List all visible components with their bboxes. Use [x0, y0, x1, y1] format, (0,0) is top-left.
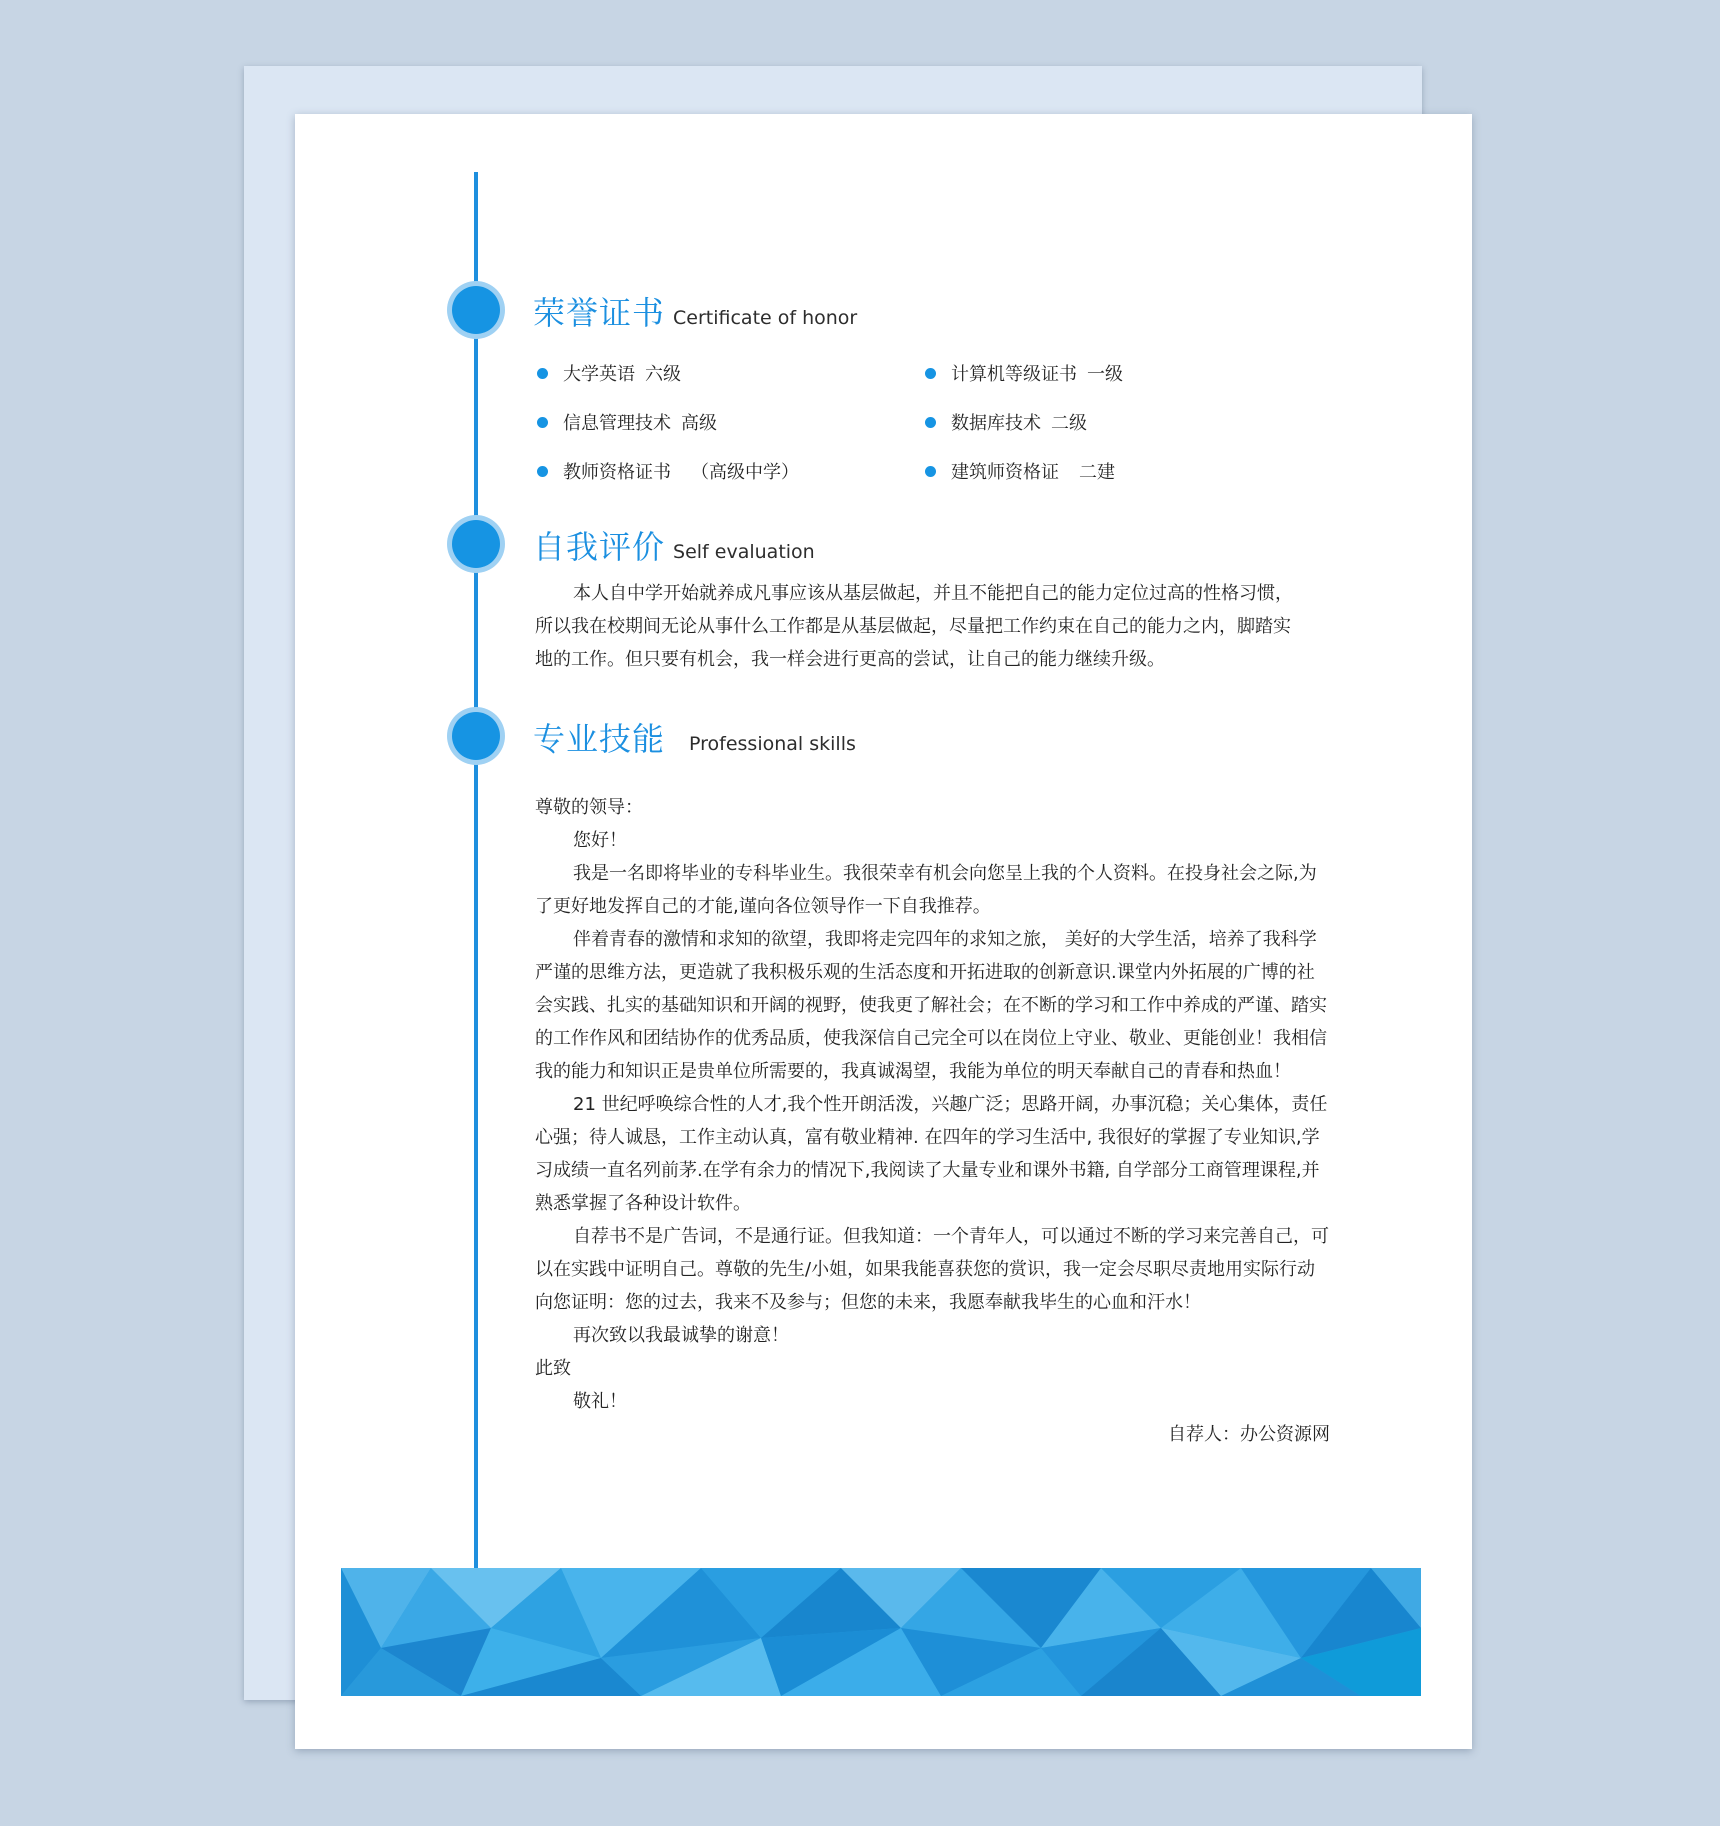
letter-paragraph: 自荐书不是广告词，不是通行证。但我知道：一个青年人，可以通过不断的学习来完善自己，可以在实践中证明自己。尊敬的先生/小姐，如果我能喜获您的赏识，我一定会尽职尽责地用实际行动向您证明：您的过去，我来不及参与；但您的未来，我愿奉献我毕生的心血和汗水！ — [535, 1226, 1329, 1313]
decorative-polygon-band — [341, 1568, 1421, 1696]
timeline-dot-self-evaluation — [452, 520, 500, 568]
bullet-icon — [925, 368, 936, 379]
timeline-dot-skills — [452, 712, 500, 760]
certificate-item: 信息管理技术 高级 — [537, 409, 717, 435]
section-title-zh: 专业技能 — [533, 720, 666, 758]
section-heading-skills — [533, 714, 856, 760]
letter-paragraph: 伴着青春的激情和求知的欲望，我即将走完四年的求知之旅， 美好的大学生活，培养了我科学严谨的思维方法，更造就了我积极乐观的生活态度和开拓进取的创新意识.课堂内外拓展的广博的社会实践、扎实的基础知识和开阔的视野，使我更了解社会；在不断的学习和工作中养成的严谨、踏实的工作作风和团结协作的优秀品质，使我深信自己完全可以在岗位上守业、敬业、更能创业！我相信我的能力和知识正是贵单位所需要的，我真诚渴望，我能为单位的明天奉献自己的青春和热血！ — [535, 929, 1327, 1082]
bullet-icon — [537, 466, 548, 477]
section-heading-certificate — [533, 288, 857, 334]
certificate-item: 数据库技术 二级 — [925, 409, 1087, 435]
section-title-en: Certificate of honor — [673, 307, 858, 329]
bullet-icon — [925, 466, 936, 477]
resume-page — [295, 114, 1472, 1749]
certificate-item: 建筑师资格证 二建 — [925, 458, 1115, 484]
letter-closing: 此致 — [535, 1358, 571, 1379]
cover-letter — [535, 791, 1330, 1451]
letter-signature: 自荐人：办公资源网 — [1168, 1424, 1330, 1445]
self-evaluation-text: 本人自中学开始就养成凡事应该从基层做起，并且不能把自己的能力定位过高的性格习惯，所以我在校期间无论从事什么工作都是从基层做起，尽量把工作约束在自己的能力之内，脚踏实地的工作。但只要有机会，我一样会进行更高的尝试，让自己的能力继续升级。 — [535, 583, 1293, 670]
polygon-pattern — [341, 1568, 1421, 1696]
section-heading-self-evaluation — [533, 522, 815, 568]
section-title-zh: 自我评价 — [533, 528, 666, 566]
letter-paragraph: 21 世纪呼唤综合性的人才,我个性开朗活泼，兴趣广泛；思路开阔，办事沉稳；关心集体，责任心强；待人诚恳，工作主动认真，富有敬业精神. 在四年的学习生活中, 我很好的掌握了专业知识,学习成绩一直名列前茅.在学有余力的情况下,我阅读了大量专业和课外书籍, 自学部分工商管理课程,并熟悉掌握了各种设计软件。 — [535, 1094, 1328, 1214]
letter-paragraph: 我是一名即将毕业的专科毕业生。我很荣幸有机会向您呈上我的个人资料。在投身社会之际,为了更好地发挥自己的才能,谨向各位领导作一下自我推荐。 — [535, 863, 1317, 917]
certificate-item: 计算机等级证书 一级 — [925, 360, 1123, 386]
bullet-icon — [537, 368, 548, 379]
timeline-line — [474, 172, 478, 1577]
section-title-zh: 荣誉证书 — [533, 294, 666, 332]
letter-thanks: 再次致以我最诚挚的谢意！ — [573, 1325, 789, 1346]
section-title-en: Self evaluation — [673, 541, 815, 563]
bullet-icon — [925, 417, 936, 428]
bullet-icon — [537, 417, 548, 428]
letter-salutation: 尊敬的领导： — [535, 797, 643, 818]
letter-greeting: 您好！ — [573, 830, 627, 851]
certificate-item: 教师资格证书 （高级中学） — [537, 458, 799, 484]
certificate-item: 大学英语 六级 — [537, 360, 681, 386]
letter-closing-regards: 敬礼！ — [573, 1391, 627, 1412]
section-title-en: Professional skills — [689, 733, 856, 755]
timeline-dot-certificate — [452, 286, 500, 334]
